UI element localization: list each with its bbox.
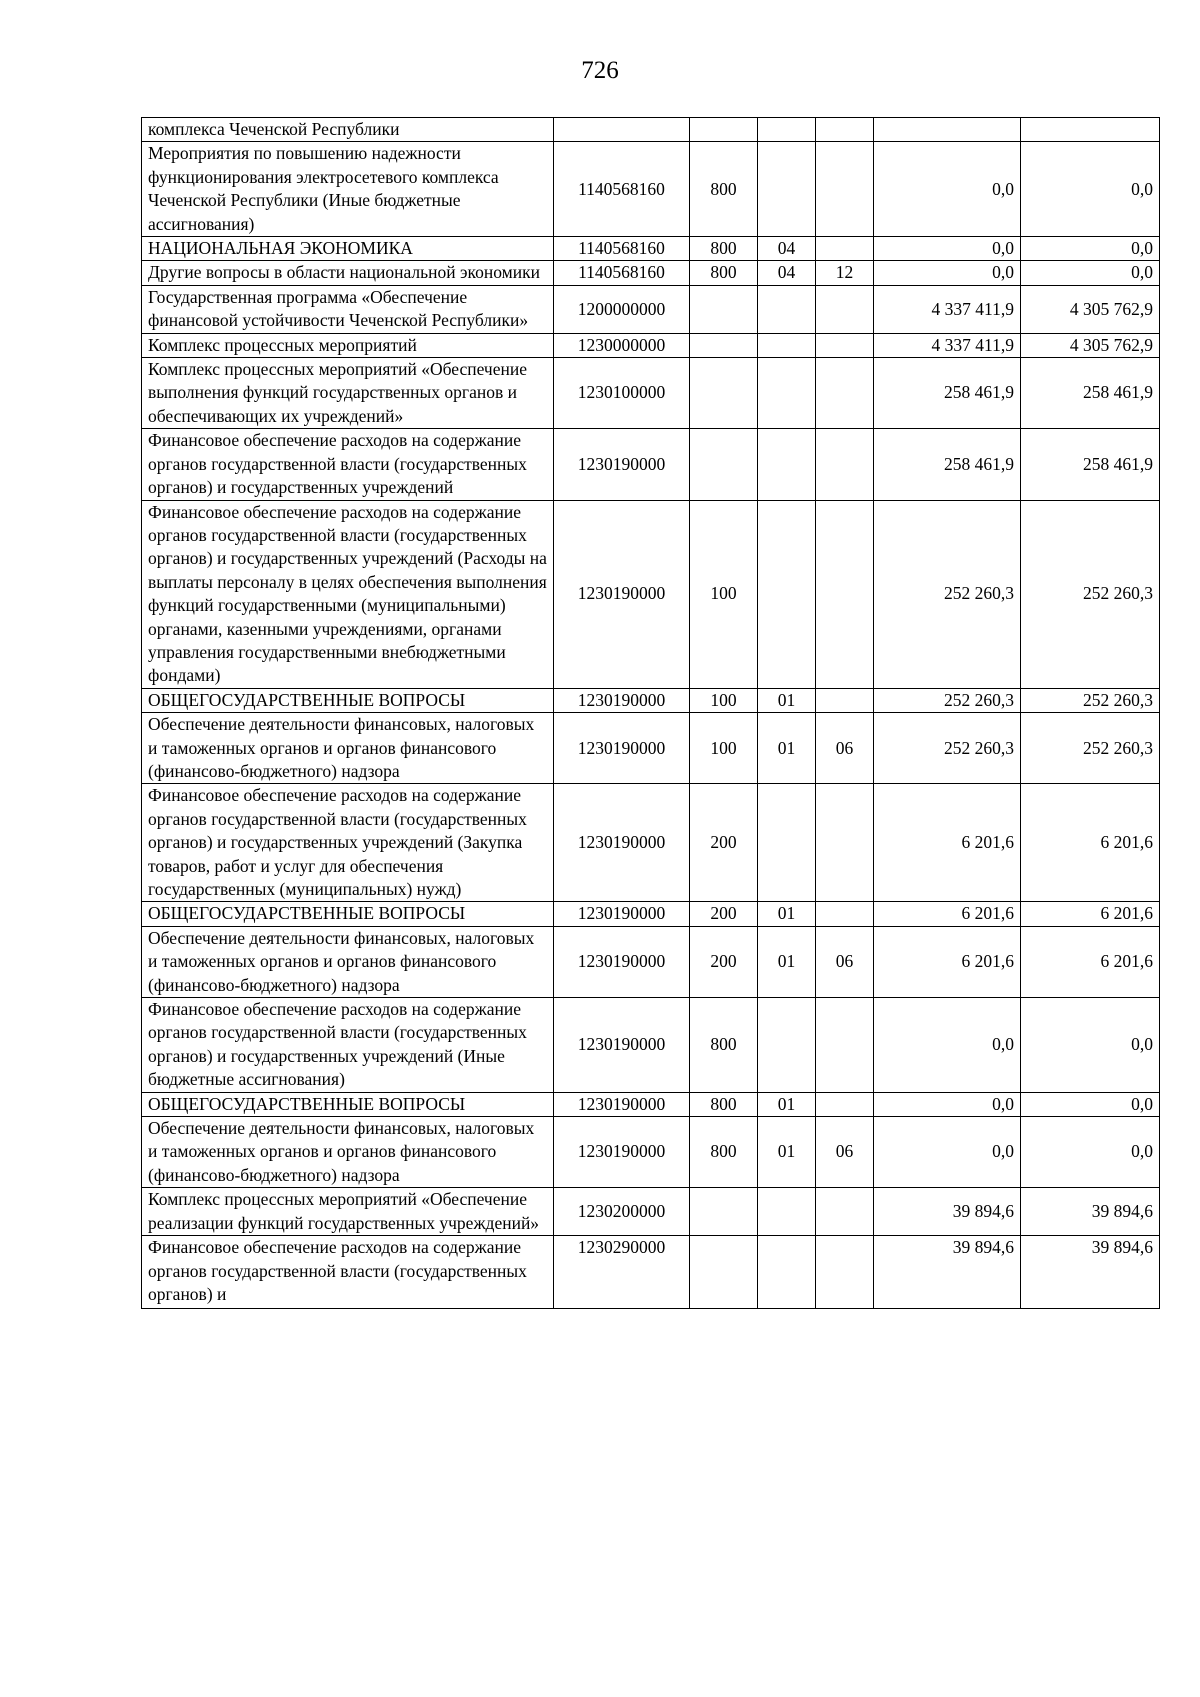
- expense-type-code-cell: 800: [690, 1117, 758, 1188]
- subsection-code-cell: [816, 333, 874, 357]
- expense-type-code-cell: 800: [690, 1092, 758, 1116]
- target-article-code-cell: 1140568160: [554, 237, 690, 261]
- expense-type-code-cell: 800: [690, 998, 758, 1093]
- expense-name-cell: Государственная программа «Обеспечение финансовой устойчивости Чеченской Республики»: [142, 285, 554, 333]
- table-row: [142, 358, 1160, 429]
- expense-name-cell: Комплекс процессных мероприятий «Обеспечение выполнения функций государственных органов и обеспечивающих их учреждений»: [142, 358, 554, 429]
- expense-type-code-cell: 200: [690, 926, 758, 997]
- expense-name-cell: Финансовое обеспечение расходов на содержание органов государственной власти (государственных органов) и государственных учреждений (Закупка товаров, работ и услуг для обеспечения государственных (муниципальных) нужд): [142, 784, 554, 902]
- amount-year-2-cell: 0,0: [1021, 1117, 1160, 1188]
- expense-type-code-cell: [690, 285, 758, 333]
- amount-year-1-cell: 252 260,3: [874, 500, 1021, 688]
- subsection-code-cell: [816, 142, 874, 237]
- subsection-code-cell: [816, 784, 874, 902]
- amount-year-1-cell: 4 337 411,9: [874, 333, 1021, 357]
- target-article-code-cell: 1230190000: [554, 784, 690, 902]
- expense-name-cell: Финансовое обеспечение расходов на содержание органов государственной власти (государственных органов) и государственных учреждений: [142, 429, 554, 500]
- expense-type-code-cell: [690, 358, 758, 429]
- table-row: [142, 500, 1160, 688]
- expense-type-code-cell: 200: [690, 784, 758, 902]
- amount-year-1-cell: 39 894,6: [874, 1188, 1021, 1236]
- section-code-cell: 01: [758, 902, 816, 926]
- subsection-code-cell: 06: [816, 713, 874, 784]
- page-number: 726: [581, 57, 619, 84]
- amount-year-2-cell: 39 894,6: [1021, 1188, 1160, 1236]
- subsection-code-cell: 06: [816, 1117, 874, 1188]
- expense-name-cell: Обеспечение деятельности финансовых, налоговых и таможенных органов и органов финансового (финансово-бюджетного) надзора: [142, 1117, 554, 1188]
- section-code-cell: 01: [758, 688, 816, 712]
- section-code-cell: [758, 429, 816, 500]
- table-row: [142, 1188, 1160, 1236]
- amount-year-1-cell: 0,0: [874, 142, 1021, 237]
- table-row: [142, 688, 1160, 712]
- expense-type-code-cell: [690, 429, 758, 500]
- expense-type-code-cell: [690, 118, 758, 142]
- section-code-cell: 04: [758, 237, 816, 261]
- amount-year-2-cell: 258 461,9: [1021, 358, 1160, 429]
- amount-year-1-cell: 252 260,3: [874, 713, 1021, 784]
- table-row: [142, 429, 1160, 500]
- table-row: [142, 1236, 1160, 1309]
- amount-year-2-cell: 4 305 762,9: [1021, 333, 1160, 357]
- target-article-code-cell: 1230190000: [554, 688, 690, 712]
- section-code-cell: 04: [758, 261, 816, 285]
- target-article-code-cell: 1230190000: [554, 998, 690, 1093]
- subsection-code-cell: [816, 998, 874, 1093]
- amount-year-1-cell: 0,0: [874, 1092, 1021, 1116]
- amount-year-2-cell: [1021, 118, 1160, 142]
- subsection-code-cell: 06: [816, 926, 874, 997]
- table-row: [142, 926, 1160, 997]
- target-article-code-cell: 1230190000: [554, 500, 690, 688]
- amount-year-2-cell: 6 201,6: [1021, 902, 1160, 926]
- subsection-code-cell: [816, 118, 874, 142]
- expense-type-code-cell: [690, 1188, 758, 1236]
- expense-name-cell: Комплекс процессных мероприятий «Обеспечение реализации функций государственных учреждений»: [142, 1188, 554, 1236]
- target-article-code-cell: 1230000000: [554, 333, 690, 357]
- amount-year-2-cell: 0,0: [1021, 237, 1160, 261]
- amount-year-1-cell: 252 260,3: [874, 688, 1021, 712]
- target-article-code-cell: 1230190000: [554, 429, 690, 500]
- amount-year-2-cell: 252 260,3: [1021, 713, 1160, 784]
- expense-name-cell: Обеспечение деятельности финансовых, налоговых и таможенных органов и органов финансового (финансово-бюджетного) надзора: [142, 926, 554, 997]
- amount-year-1-cell: 258 461,9: [874, 358, 1021, 429]
- expense-name-cell: Комплекс процессных мероприятий: [142, 333, 554, 357]
- amount-year-2-cell: 4 305 762,9: [1021, 285, 1160, 333]
- amount-year-2-cell: 0,0: [1021, 261, 1160, 285]
- target-article-code-cell: 1230100000: [554, 358, 690, 429]
- expense-name-cell: Финансовое обеспечение расходов на содержание органов государственной власти (государственных органов) и государственных учреждений (Расходы на выплаты персоналу в целях обеспечения выполнения функций государственными (муниципальными) органами, казенными учреждениями, органами управления государственными внебюджетными фондами): [142, 500, 554, 688]
- amount-year-1-cell: 258 461,9: [874, 429, 1021, 500]
- section-code-cell: 01: [758, 926, 816, 997]
- expense-name-cell: НАЦИОНАЛЬНАЯ ЭКОНОМИКА: [142, 237, 554, 261]
- amount-year-1-cell: 6 201,6: [874, 926, 1021, 997]
- expense-name-cell: комплекса Чеченской Республики: [142, 118, 554, 142]
- target-article-code-cell: 1200000000: [554, 285, 690, 333]
- expense-type-code-cell: 100: [690, 500, 758, 688]
- expense-type-code-cell: 800: [690, 261, 758, 285]
- section-code-cell: [758, 1236, 816, 1309]
- target-article-code-cell: 1230190000: [554, 926, 690, 997]
- amount-year-2-cell: 6 201,6: [1021, 926, 1160, 997]
- target-article-code-cell: 1140568160: [554, 261, 690, 285]
- section-code-cell: 01: [758, 1117, 816, 1188]
- expense-name-cell: Обеспечение деятельности финансовых, налоговых и таможенных органов и органов финансового (финансово-бюджетного) надзора: [142, 713, 554, 784]
- section-code-cell: [758, 500, 816, 688]
- section-code-cell: [758, 358, 816, 429]
- amount-year-2-cell: 252 260,3: [1021, 500, 1160, 688]
- amount-year-1-cell: 0,0: [874, 998, 1021, 1093]
- table-row: [142, 998, 1160, 1093]
- subsection-code-cell: [816, 429, 874, 500]
- section-code-cell: [758, 784, 816, 902]
- expense-type-code-cell: 100: [690, 688, 758, 712]
- section-code-cell: [758, 333, 816, 357]
- section-code-cell: [758, 285, 816, 333]
- amount-year-2-cell: 252 260,3: [1021, 688, 1160, 712]
- table-row: [142, 784, 1160, 902]
- expense-name-cell: Мероприятия по повышению надежности функционирования электросетевого комплекса Чеченской Республики (Иные бюджетные ассигнования): [142, 142, 554, 237]
- expense-name-cell: ОБЩЕГОСУДАРСТВЕННЫЕ ВОПРОСЫ: [142, 1092, 554, 1116]
- table-row: [142, 902, 1160, 926]
- expense-name-cell: ОБЩЕГОСУДАРСТВЕННЫЕ ВОПРОСЫ: [142, 688, 554, 712]
- amount-year-2-cell: 6 201,6: [1021, 784, 1160, 902]
- target-article-code-cell: [554, 118, 690, 142]
- target-article-code-cell: 1230200000: [554, 1188, 690, 1236]
- amount-year-1-cell: 6 201,6: [874, 784, 1021, 902]
- expense-type-code-cell: 800: [690, 237, 758, 261]
- amount-year-1-cell: 6 201,6: [874, 902, 1021, 926]
- amount-year-1-cell: [874, 118, 1021, 142]
- table-row: [142, 1117, 1160, 1188]
- amount-year-1-cell: 39 894,6: [874, 1236, 1021, 1309]
- expense-type-code-cell: [690, 1236, 758, 1309]
- table-row: [142, 333, 1160, 357]
- expense-name-cell: ОБЩЕГОСУДАРСТВЕННЫЕ ВОПРОСЫ: [142, 902, 554, 926]
- subsection-code-cell: [816, 358, 874, 429]
- subsection-code-cell: [816, 1188, 874, 1236]
- amount-year-1-cell: 0,0: [874, 237, 1021, 261]
- amount-year-1-cell: 0,0: [874, 1117, 1021, 1188]
- subsection-code-cell: [816, 902, 874, 926]
- target-article-code-cell: 1230290000: [554, 1236, 690, 1309]
- subsection-code-cell: [816, 285, 874, 333]
- budget-table: [141, 117, 1160, 1309]
- table-row: [142, 713, 1160, 784]
- section-code-cell: [758, 142, 816, 237]
- section-code-cell: [758, 118, 816, 142]
- subsection-code-cell: [816, 500, 874, 688]
- target-article-code-cell: 1230190000: [554, 1117, 690, 1188]
- section-code-cell: 01: [758, 1092, 816, 1116]
- expense-name-cell: Другие вопросы в области национальной экономики: [142, 261, 554, 285]
- subsection-code-cell: [816, 1236, 874, 1309]
- amount-year-2-cell: 258 461,9: [1021, 429, 1160, 500]
- subsection-code-cell: [816, 688, 874, 712]
- expense-name-cell: Финансовое обеспечение расходов на содержание органов государственной власти (государственных органов) и государственных учреждений (Иные бюджетные ассигнования): [142, 998, 554, 1093]
- expense-type-code-cell: 100: [690, 713, 758, 784]
- amount-year-2-cell: 0,0: [1021, 998, 1160, 1093]
- expense-type-code-cell: [690, 333, 758, 357]
- expense-type-code-cell: 200: [690, 902, 758, 926]
- target-article-code-cell: 1140568160: [554, 142, 690, 237]
- amount-year-2-cell: 0,0: [1021, 1092, 1160, 1116]
- table-row: [142, 118, 1160, 142]
- subsection-code-cell: [816, 1092, 874, 1116]
- amount-year-1-cell: 0,0: [874, 261, 1021, 285]
- section-code-cell: [758, 998, 816, 1093]
- table-row: [142, 237, 1160, 261]
- expense-type-code-cell: 800: [690, 142, 758, 237]
- table-row: [142, 285, 1160, 333]
- expense-name-cell: Финансовое обеспечение расходов на содержание органов государственной власти (государственных органов) и: [142, 1236, 554, 1309]
- table-row: [142, 261, 1160, 285]
- target-article-code-cell: 1230190000: [554, 1092, 690, 1116]
- target-article-code-cell: 1230190000: [554, 713, 690, 784]
- amount-year-2-cell: 0,0: [1021, 142, 1160, 237]
- target-article-code-cell: 1230190000: [554, 902, 690, 926]
- subsection-code-cell: [816, 237, 874, 261]
- table-row: [142, 1092, 1160, 1116]
- subsection-code-cell: 12: [816, 261, 874, 285]
- amount-year-2-cell: 39 894,6: [1021, 1236, 1160, 1309]
- table-body: [142, 118, 1160, 1309]
- section-code-cell: 01: [758, 713, 816, 784]
- section-code-cell: [758, 1188, 816, 1236]
- table-row: [142, 142, 1160, 237]
- amount-year-1-cell: 4 337 411,9: [874, 285, 1021, 333]
